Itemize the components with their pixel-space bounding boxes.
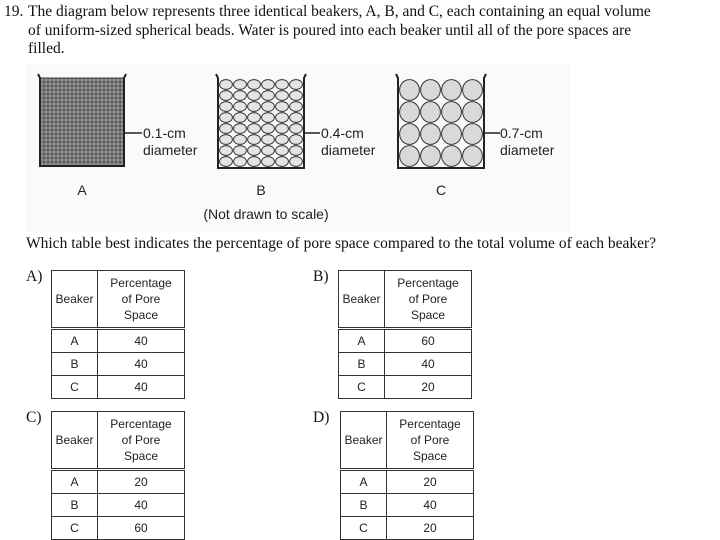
cell-beaker: B — [52, 353, 98, 376]
bead — [463, 102, 483, 123]
label-a-size: 0.1-cm — [143, 125, 186, 141]
choice-d-table[interactable] — [340, 411, 474, 540]
beaker-c-letter: C — [435, 182, 447, 198]
bead — [234, 80, 247, 90]
table-row — [341, 470, 474, 494]
bead — [276, 124, 289, 134]
bead — [234, 124, 247, 134]
table-row — [339, 376, 472, 399]
bead — [234, 102, 247, 112]
bead — [248, 135, 261, 145]
cell-beaker: B — [339, 353, 385, 376]
beaker-b-letter: B — [256, 182, 266, 198]
header-percentage: Percentage of Pore Space — [98, 271, 185, 329]
table-row — [341, 494, 474, 517]
cell-beaker: C — [52, 517, 98, 540]
bead — [248, 113, 261, 123]
bead — [248, 157, 261, 167]
header-percentage: Percentage of Pore Space — [385, 271, 472, 329]
beaker-a — [38, 74, 126, 166]
table-row — [52, 329, 185, 353]
table-row — [339, 329, 472, 353]
bead — [290, 80, 303, 90]
beaker-a-letter: A — [77, 182, 87, 198]
bead — [220, 146, 233, 156]
bead — [248, 124, 261, 134]
bead — [442, 146, 462, 167]
cell-pct: 60 — [385, 329, 472, 353]
table-row — [52, 517, 185, 540]
bead — [421, 124, 441, 145]
cell-pct: 40 — [98, 353, 185, 376]
bead — [276, 102, 289, 112]
bead — [290, 146, 303, 156]
table-row — [52, 376, 185, 399]
table-row — [52, 353, 185, 376]
bead — [276, 91, 289, 101]
bead — [220, 80, 233, 90]
bead — [262, 124, 275, 134]
header-beaker: Beaker — [52, 271, 98, 329]
cell-pct: 20 — [387, 470, 474, 494]
bead — [442, 80, 462, 101]
bead — [234, 135, 247, 145]
header-percentage: Percentage of Pore Space — [98, 412, 185, 470]
beaker-b — [216, 74, 306, 168]
bead — [290, 113, 303, 123]
bead — [276, 113, 289, 123]
header-beaker: Beaker — [339, 271, 385, 329]
beaker-c — [396, 74, 486, 168]
choice-b-table[interactable] — [338, 270, 472, 399]
cell-pct: 40 — [387, 494, 474, 517]
cell-pct: 60 — [98, 517, 185, 540]
label-c-diameter: diameter — [500, 142, 555, 158]
bead — [262, 146, 275, 156]
bead — [220, 102, 233, 112]
beaker-diagram — [26, 64, 570, 232]
cell-beaker: A — [339, 329, 385, 353]
bead — [220, 124, 233, 134]
bead — [400, 146, 420, 167]
table-row — [52, 494, 185, 517]
bead — [442, 102, 462, 123]
bead — [400, 124, 420, 145]
cell-pct: 40 — [98, 376, 185, 399]
cell-beaker: B — [341, 494, 387, 517]
bead — [290, 157, 303, 167]
bead — [234, 157, 247, 167]
cell-pct: 20 — [387, 517, 474, 540]
table-row — [341, 517, 474, 540]
bead — [234, 91, 247, 101]
bead — [290, 124, 303, 134]
label-b-size: 0.4-cm — [321, 125, 364, 141]
cell-beaker: A — [341, 470, 387, 494]
bead — [463, 146, 483, 167]
cell-beaker: C — [341, 517, 387, 540]
bead — [463, 80, 483, 101]
cell-pct: 20 — [98, 470, 185, 494]
question-number: 19. — [4, 3, 24, 20]
bead — [262, 80, 275, 90]
bead — [276, 146, 289, 156]
bead — [220, 113, 233, 123]
stem-line-3: filled. — [28, 40, 65, 57]
bead — [262, 157, 275, 167]
bead — [400, 80, 420, 101]
bead — [220, 157, 233, 167]
cell-beaker: C — [339, 376, 385, 399]
bead — [290, 135, 303, 145]
label-c-size: 0.7-cm — [500, 125, 543, 141]
table-header — [52, 412, 185, 470]
bead — [442, 124, 462, 145]
choice-a-table[interactable] — [51, 270, 185, 399]
cell-pct: 40 — [98, 494, 185, 517]
bead — [421, 80, 441, 101]
header-beaker: Beaker — [341, 412, 387, 470]
header-beaker: Beaker — [52, 412, 98, 470]
bead — [276, 135, 289, 145]
bead — [421, 146, 441, 167]
bead — [262, 102, 275, 112]
choice-d-letter[interactable]: D) — [313, 409, 330, 426]
table-header — [339, 271, 472, 329]
cell-beaker: C — [52, 376, 98, 399]
bead — [290, 102, 303, 112]
choice-b-letter[interactable]: B) — [313, 268, 329, 285]
stem-line-2: of uniform-sized spherical beads. Water is poured into each beaker until all of the pore spaces are — [28, 21, 632, 39]
bead — [248, 102, 261, 112]
bead — [421, 102, 441, 123]
cell-pct: 40 — [98, 329, 185, 353]
cell-beaker: A — [52, 329, 98, 353]
label-b-diameter: diameter — [321, 142, 376, 158]
table-header — [341, 412, 474, 470]
stem-line-1: 19. The diagram below represents three identical beakers, A, B, and C, each containing an equal volume — [4, 3, 651, 20]
bead — [463, 124, 483, 145]
cell-pct: 40 — [385, 353, 472, 376]
question-prompt: Which table best indicates the percentage of pore space compared to the total volume of each beaker? — [26, 235, 657, 252]
cell-pct: 20 — [385, 376, 472, 399]
cell-beaker: A — [52, 470, 98, 494]
table-row — [339, 353, 472, 376]
choice-c-letter[interactable]: C) — [26, 409, 42, 426]
table-row — [52, 470, 185, 494]
bead — [248, 80, 261, 90]
bead — [262, 91, 275, 101]
bead — [248, 91, 261, 101]
table-header — [52, 271, 185, 329]
bead — [262, 113, 275, 123]
cell-beaker: B — [52, 494, 98, 517]
bead — [248, 146, 261, 156]
bead — [400, 102, 420, 123]
bead — [234, 146, 247, 156]
bead — [234, 113, 247, 123]
bead — [290, 91, 303, 101]
figure-caption: (Not drawn to scale) — [203, 206, 329, 222]
label-a-diameter: diameter — [143, 142, 198, 158]
bead — [220, 135, 233, 145]
bead — [262, 135, 275, 145]
question-stem — [4, 3, 716, 59]
choice-a-letter[interactable]: A) — [26, 268, 43, 285]
bead — [276, 80, 289, 90]
bead — [276, 157, 289, 167]
choice-c-table[interactable] — [51, 411, 185, 540]
header-percentage: Percentage of Pore Space — [387, 412, 474, 470]
bead — [220, 91, 233, 101]
